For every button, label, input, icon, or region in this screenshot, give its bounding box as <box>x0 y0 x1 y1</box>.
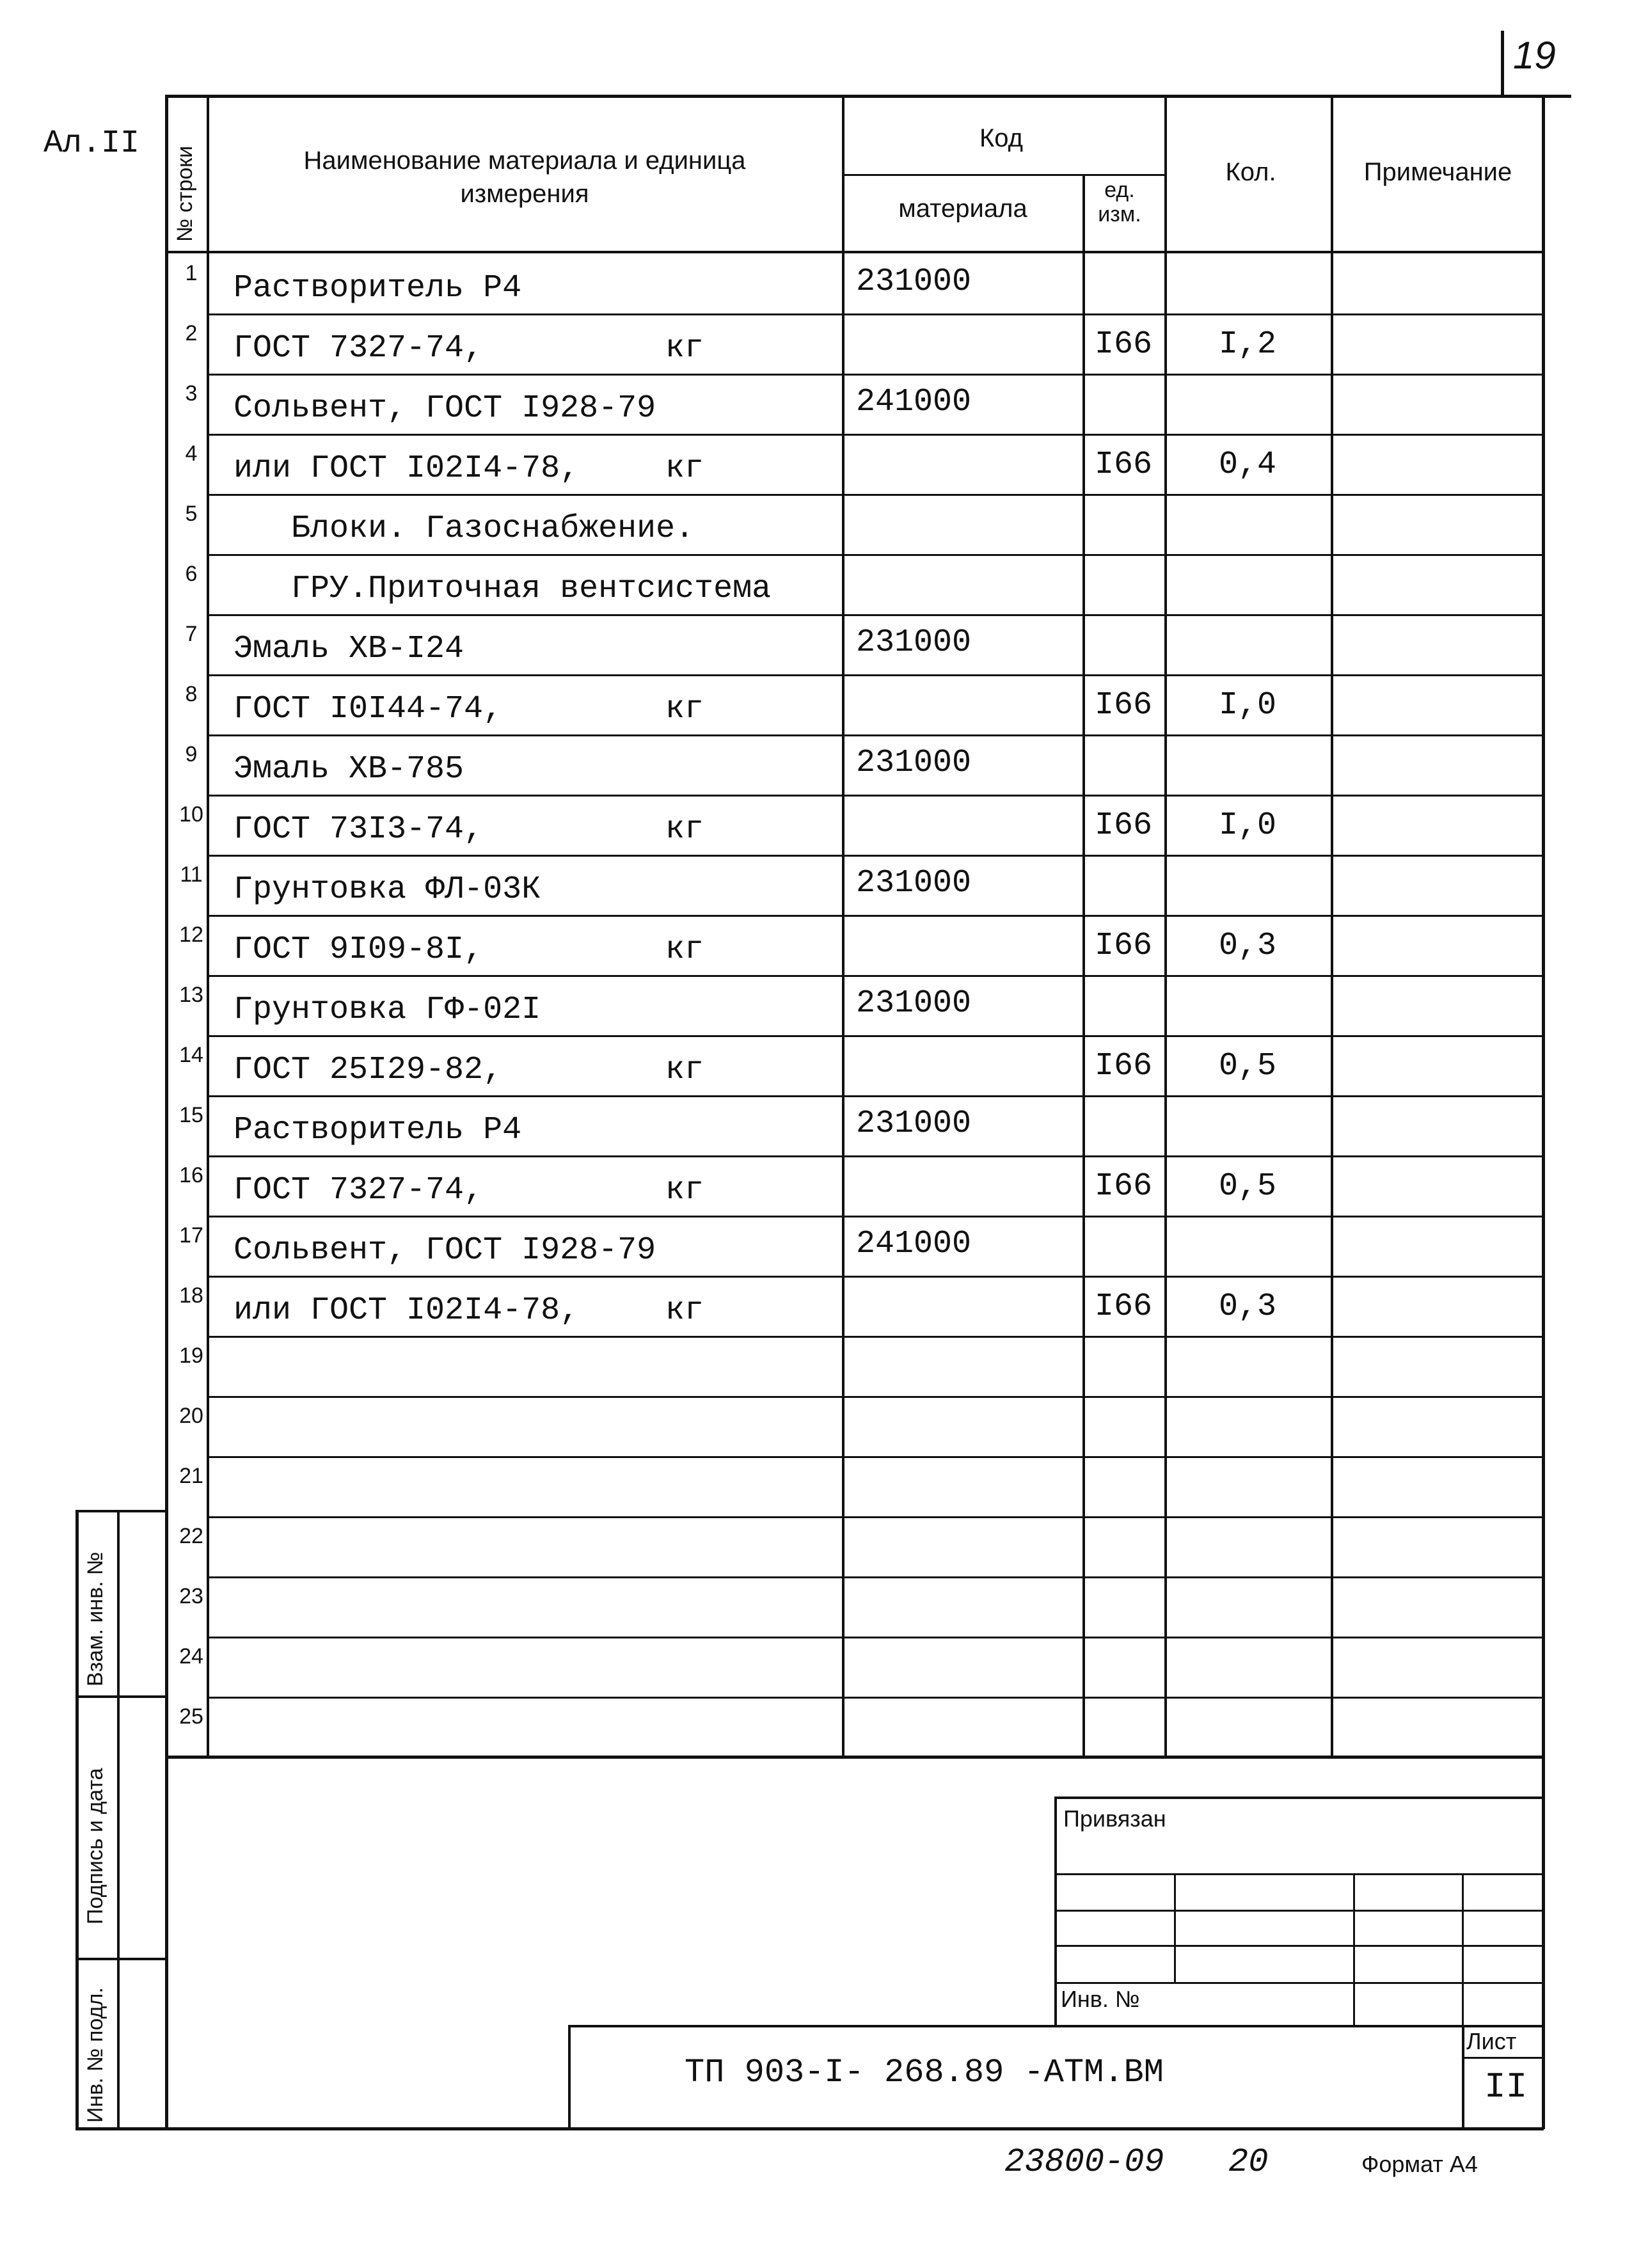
stamp-grid-v3 <box>1462 1873 1464 2027</box>
row-number: 6 <box>185 562 198 586</box>
side-podpis-label: Подпись и дата <box>83 1768 107 1924</box>
border-left <box>165 95 168 2129</box>
row-number: 17 <box>179 1223 203 1248</box>
unit-kg: кг <box>665 811 704 848</box>
material-name: ГОСТ I0I44-74, <box>234 691 503 727</box>
stamp-grid-v1 <box>1174 1873 1176 1982</box>
row-number: 19 <box>179 1344 203 1368</box>
stamp-title-left <box>568 2025 571 2130</box>
row-number: 4 <box>185 441 198 466</box>
stamp-grid-h2 <box>1054 1910 1544 1912</box>
side-strip-mid <box>117 1510 120 2130</box>
row-divider <box>207 313 1544 315</box>
row-number: 2 <box>185 321 198 345</box>
row-divider <box>207 1637 1544 1638</box>
row-number: 7 <box>185 622 198 646</box>
border-bottom <box>165 2127 1544 2130</box>
side-strip-top <box>75 1510 168 1512</box>
material-code: 241000 <box>856 1226 972 1262</box>
table-bottom-rule <box>165 1756 1544 1759</box>
stamp-sheet-left <box>1462 2025 1464 2130</box>
material-code: 231000 <box>856 264 972 300</box>
material-name: или ГОСТ I02I4-78, <box>234 1292 580 1329</box>
row-number: 8 <box>185 682 198 706</box>
unit-kg: кг <box>665 932 704 968</box>
row-number: 1 <box>185 261 198 285</box>
stamp-privyazan-top <box>1054 1796 1544 1799</box>
stamp-doc-code: ТП 903-I- 268.89 -АТМ.ВМ <box>685 2054 1164 2091</box>
row-divider <box>207 1576 1544 1578</box>
unit-code: I66 <box>1094 807 1152 844</box>
unit-code: I66 <box>1094 326 1152 363</box>
header-material: материала <box>898 194 1027 223</box>
border-right <box>1542 95 1545 2129</box>
row-divider <box>207 975 1544 977</box>
quantity: 0,3 <box>1218 1289 1276 1325</box>
material-name: Блоки. Газоснабжение. <box>291 511 695 547</box>
stamp-grid-h1 <box>1054 1873 1544 1875</box>
row-number: 11 <box>180 862 203 887</box>
row-divider <box>207 734 1544 736</box>
stamp-title-top <box>568 2025 1544 2027</box>
stamp-inv-no-label: Инв. № <box>1061 1986 1140 2012</box>
material-name: Грунтовка ГФ-02I <box>234 992 541 1028</box>
unit-kg: кг <box>665 1292 704 1329</box>
material-name: ГОСТ 7327-74, <box>234 330 484 367</box>
row-divider <box>207 1276 1544 1278</box>
material-name: ГОСТ 9I09-8I, <box>234 932 484 968</box>
row-divider <box>207 1516 1544 1518</box>
row-divider <box>207 915 1544 917</box>
material-name: Сольвент, ГОСТ I928-79 <box>234 390 656 427</box>
stamp-sheet-number: II <box>1484 2066 1528 2107</box>
header-bottom-rule <box>165 251 1544 253</box>
quantity: I,0 <box>1218 807 1276 844</box>
row-number: 14 <box>179 1043 203 1067</box>
material-code: 241000 <box>856 384 972 420</box>
row-divider <box>207 674 1544 676</box>
unit-code: I66 <box>1094 1048 1152 1084</box>
header-name: Наименование материала и единица измерения <box>303 147 746 208</box>
row-number: 20 <box>179 1404 203 1428</box>
row-divider <box>207 554 1544 556</box>
unit-code: I66 <box>1094 1168 1152 1205</box>
stamp-privyazan-label: Привязан <box>1063 1805 1166 1832</box>
col-line-2 <box>842 95 844 1758</box>
row-divider <box>207 1216 1544 1217</box>
material-name: ГОСТ 73I3-74, <box>234 811 484 848</box>
stamp-grid-h3 <box>1054 1945 1544 1947</box>
row-number: 5 <box>185 502 198 526</box>
row-number: 18 <box>179 1283 203 1308</box>
row-divider <box>207 614 1544 616</box>
stamp-sheet-label: Лист <box>1466 2028 1517 2054</box>
material-name: Растворитель Р4 <box>234 1112 522 1148</box>
border-top <box>165 95 1544 98</box>
side-strip-div-2 <box>75 1958 168 1960</box>
footer-archive-number: 23800-09 <box>1004 2143 1164 2181</box>
page-number-rule <box>1501 31 1504 95</box>
quantity: I,2 <box>1218 326 1276 363</box>
material-name: Сольвент, ГОСТ I928-79 <box>234 1232 656 1269</box>
row-divider <box>207 1035 1544 1037</box>
header-note: Примечание <box>1363 158 1512 186</box>
row-number: 3 <box>185 381 198 406</box>
col-line-1 <box>207 95 209 1758</box>
unit-code: I66 <box>1094 447 1152 483</box>
stamp-grid-h4 <box>1054 1982 1544 1984</box>
row-divider <box>207 1155 1544 1157</box>
row-divider <box>207 1095 1544 1097</box>
row-number: 16 <box>179 1163 203 1187</box>
row-number: 9 <box>185 742 198 766</box>
side-strip-bottom <box>75 2127 168 2130</box>
stamp-grid-v2 <box>1353 1873 1355 2027</box>
material-name: Эмаль ХВ-I24 <box>234 631 464 667</box>
header-unit: ед. изм. <box>1098 178 1141 226</box>
header-code: Код <box>979 124 1023 152</box>
unit-kg: кг <box>665 1172 704 1209</box>
row-number: 10 <box>179 802 203 827</box>
row-divider <box>207 1697 1544 1699</box>
unit-code: I66 <box>1094 1289 1152 1325</box>
material-code: 231000 <box>856 1106 972 1142</box>
unit-code: I66 <box>1094 928 1152 964</box>
material-code: 231000 <box>856 865 972 901</box>
unit-kg: кг <box>665 450 704 487</box>
row-divider <box>207 1396 1544 1398</box>
material-name: ГОСТ 7327-74, <box>234 1172 484 1209</box>
material-code: 231000 <box>856 985 972 1022</box>
row-divider <box>207 494 1544 496</box>
side-vzam-label: Взам. инв. № <box>83 1551 107 1686</box>
quantity: I,0 <box>1218 687 1276 724</box>
row-divider <box>207 1456 1544 1458</box>
side-inv-podl-label: Инв. № подл. <box>83 1987 107 2123</box>
row-divider <box>207 434 1544 436</box>
side-strip-div-1 <box>75 1695 168 1698</box>
col-line-4 <box>1164 95 1167 1758</box>
material-name: Растворитель Р4 <box>234 270 522 306</box>
material-name: Эмаль ХВ-785 <box>234 751 464 788</box>
row-number: 24 <box>179 1644 203 1669</box>
col-line-5 <box>1331 95 1333 1758</box>
material-name: ГОСТ 25I29-82, <box>234 1052 503 1088</box>
row-number: 25 <box>179 1704 203 1729</box>
header-code-divider <box>844 174 1164 176</box>
material-name: ГРУ.Приточная вентсистема <box>291 571 772 607</box>
row-number: 22 <box>179 1524 203 1548</box>
footer-format: Формат А4 <box>1361 2151 1478 2177</box>
quantity: 0,5 <box>1218 1168 1276 1205</box>
row-number: 21 <box>179 1464 203 1488</box>
row-number: 13 <box>179 983 203 1007</box>
sheet-label: Ал.II <box>44 125 140 162</box>
quantity: 0,5 <box>1218 1048 1276 1084</box>
row-divider <box>207 855 1544 857</box>
unit-kg: кг <box>665 1052 704 1088</box>
material-code: 231000 <box>856 624 972 661</box>
header-row-no: № строки <box>173 145 197 242</box>
quantity: 0,4 <box>1218 447 1276 483</box>
stamp-sheet-div <box>1462 2057 1544 2059</box>
unit-kg: кг <box>665 691 704 727</box>
row-number: 15 <box>179 1103 203 1127</box>
unit-code: I66 <box>1094 687 1152 724</box>
row-number: 23 <box>179 1584 203 1608</box>
unit-kg: кг <box>665 330 704 367</box>
material-name: Грунтовка ФЛ-03К <box>234 871 541 908</box>
stamp-privyazan-left <box>1054 1796 1057 2027</box>
row-divider <box>207 1336 1544 1338</box>
footer-archive-sheet: 20 <box>1228 2143 1269 2181</box>
side-strip-left <box>75 1510 79 2130</box>
col-line-3 <box>1082 174 1085 1758</box>
material-code: 231000 <box>856 745 972 781</box>
material-name: или ГОСТ I02I4-78, <box>234 450 580 487</box>
row-divider <box>207 795 1544 797</box>
header-qty: Кол. <box>1225 158 1276 186</box>
quantity: 0,3 <box>1218 928 1276 964</box>
row-number: 12 <box>179 923 203 947</box>
row-divider <box>207 374 1544 376</box>
page-number: 19 <box>1513 34 1556 77</box>
